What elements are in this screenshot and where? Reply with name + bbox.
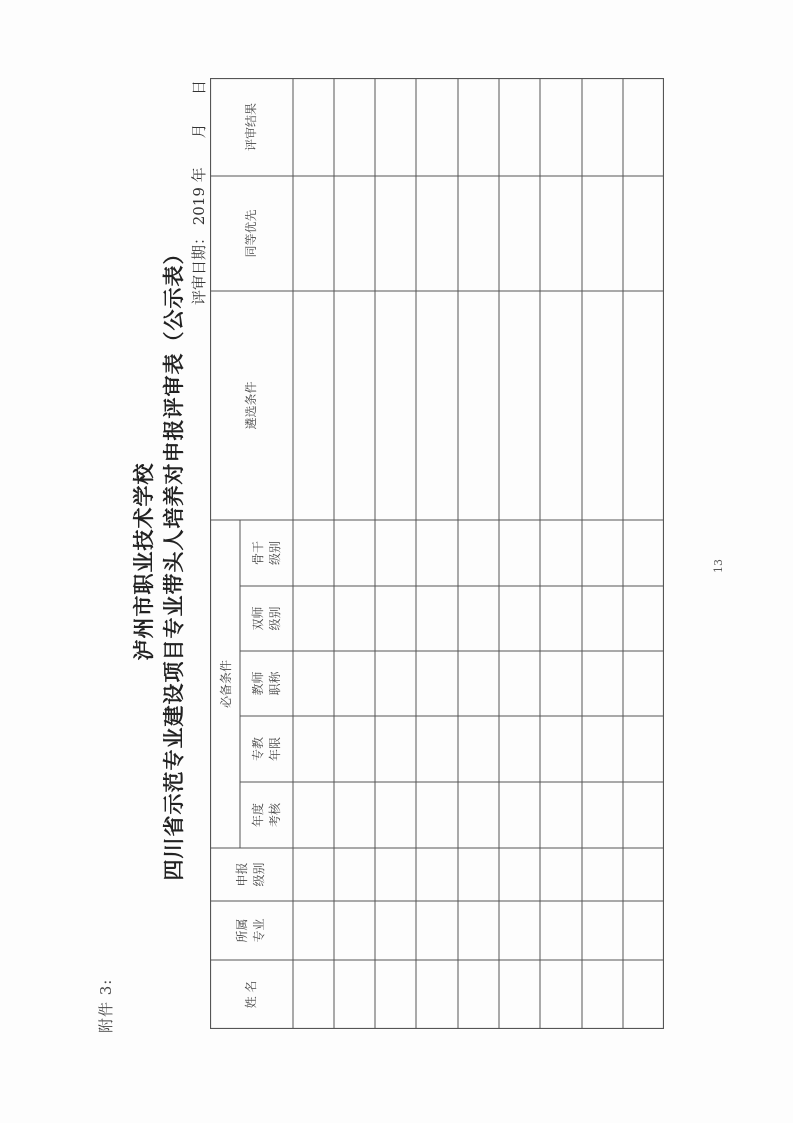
date-year: 2019 xyxy=(190,187,208,226)
header-selection: 遴选条件 xyxy=(244,381,258,430)
header-backbone-level: 骨干级别 xyxy=(251,541,282,566)
page-number: 13 xyxy=(712,559,725,573)
day-unit: 日 xyxy=(190,80,208,96)
header-major: 所属专业 xyxy=(235,918,266,943)
date-label: 评审日期： xyxy=(190,230,208,306)
header-apply-level: 申报级别 xyxy=(235,862,266,887)
month-unit: 月 xyxy=(190,123,208,139)
header-annual-review: 年度考核 xyxy=(251,803,282,828)
header-name: 姓 名 xyxy=(244,980,258,1009)
attachment-label: 附件 3: xyxy=(97,978,115,1033)
review-table xyxy=(210,78,664,1029)
header-result: 评审结果 xyxy=(244,103,258,152)
year-unit: 年 xyxy=(190,167,208,183)
header-teaching-years: 专教年限 xyxy=(251,737,282,762)
header-required-group: 必备条件 xyxy=(219,660,233,709)
school-title: 泸州市职业技术学校 xyxy=(132,462,156,661)
header-teacher-title: 教师职称 xyxy=(251,671,282,696)
header-dual-level: 双师级别 xyxy=(251,606,282,631)
form-title: 四川省示范专业建设项目专业带头人培养对申报评审表（公示表） xyxy=(162,242,186,881)
review-date xyxy=(188,80,209,305)
header-priority: 同等优先 xyxy=(244,209,258,258)
